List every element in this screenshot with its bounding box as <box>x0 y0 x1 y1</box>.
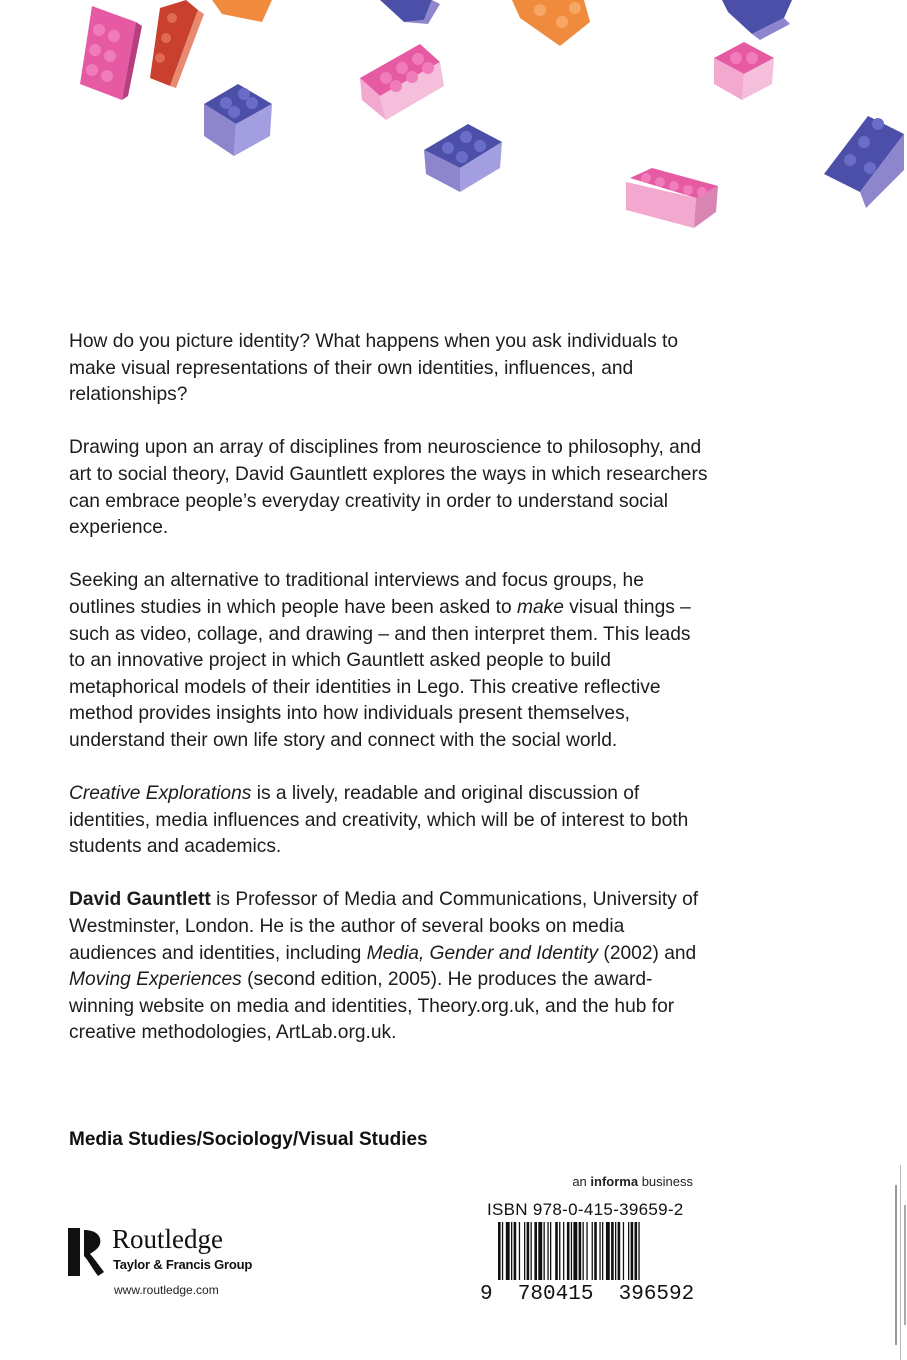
barcode-digits: 9 780415 396592 <box>480 1283 695 1306</box>
paragraph-2: Drawing upon an array of disciplines from neuroscience to philosophy, and art to social theory, David Gauntlett explores the ways in which researchers can embrace people’s everyday creativity in order to understand social experience. <box>69 437 708 539</box>
blurb <box>69 329 709 1074</box>
barcode <box>478 1222 694 1304</box>
lego-bricks-illustration <box>0 0 907 240</box>
informa-tagline: an informa business <box>572 1174 693 1189</box>
cover-edge-texture <box>887 1165 907 1360</box>
isbn-label: ISBN 978-0-415-39659-2 <box>487 1200 684 1219</box>
publisher-logo <box>57 1174 253 1297</box>
author-name: David Gauntlett <box>69 889 211 911</box>
lavender-blue-brick <box>204 84 272 156</box>
blue-brick-center <box>424 124 502 192</box>
orange-brick <box>512 0 590 46</box>
pink-brick-flat <box>626 168 718 228</box>
publisher-url: www.routledge.com <box>114 1283 219 1297</box>
routledge-logo-icon <box>57 1174 108 1280</box>
blue-brick-top <box>380 0 440 24</box>
publisher-group: Taylor & Francis Group <box>113 1257 253 1272</box>
red-brick <box>150 0 204 88</box>
blue-brick-right-top <box>722 0 792 40</box>
orange-brick-top <box>212 0 272 22</box>
blue-brick-right <box>824 116 904 208</box>
paragraph-1: How do you picture identity? What happens when you ask individuals to make visual representations of their own identities, influences, and relationships? <box>69 331 679 406</box>
paragraph-4: Creative Explorations is a lively, readable and original discussion of identities, media influences and creativity, which will be of interest to both students and academics. <box>69 783 689 858</box>
subject-category: Media Studies/Sociology/Visual Studies <box>69 1129 428 1150</box>
pink-brick-tall <box>80 6 142 100</box>
svg-text:ROUTLEDGE: ROUTLEDGE <box>57 1174 64 1215</box>
pink-brick-small <box>714 42 774 100</box>
author-bio: David Gauntlett is Professor of Media and Communications, University of Westminster, London. He is the author of several books on media audiences and identities, including Media, Gender and Identity (2002) and Moving Experiences (second edition, 2005). He produces the award-winning website on media and identities, Theory.org.uk, and the hub for creative methodologies, ArtLab.org.uk. <box>69 889 699 1044</box>
light-pink-brick <box>360 44 444 120</box>
paragraph-3: Seeking an alternative to traditional interviews and focus groups, he outlines studies in which people have been asked to make visual things – such as video, collage, and drawing – and then interpret them. This leads to an innovative project in which Gauntlett asked people to build metaphorical models of their identities in Lego. This creative reflective method provides insights into how individuals present themselves, understand their own life story and connect with the social world. <box>69 570 691 751</box>
publisher-name: Routledge <box>112 1224 223 1254</box>
